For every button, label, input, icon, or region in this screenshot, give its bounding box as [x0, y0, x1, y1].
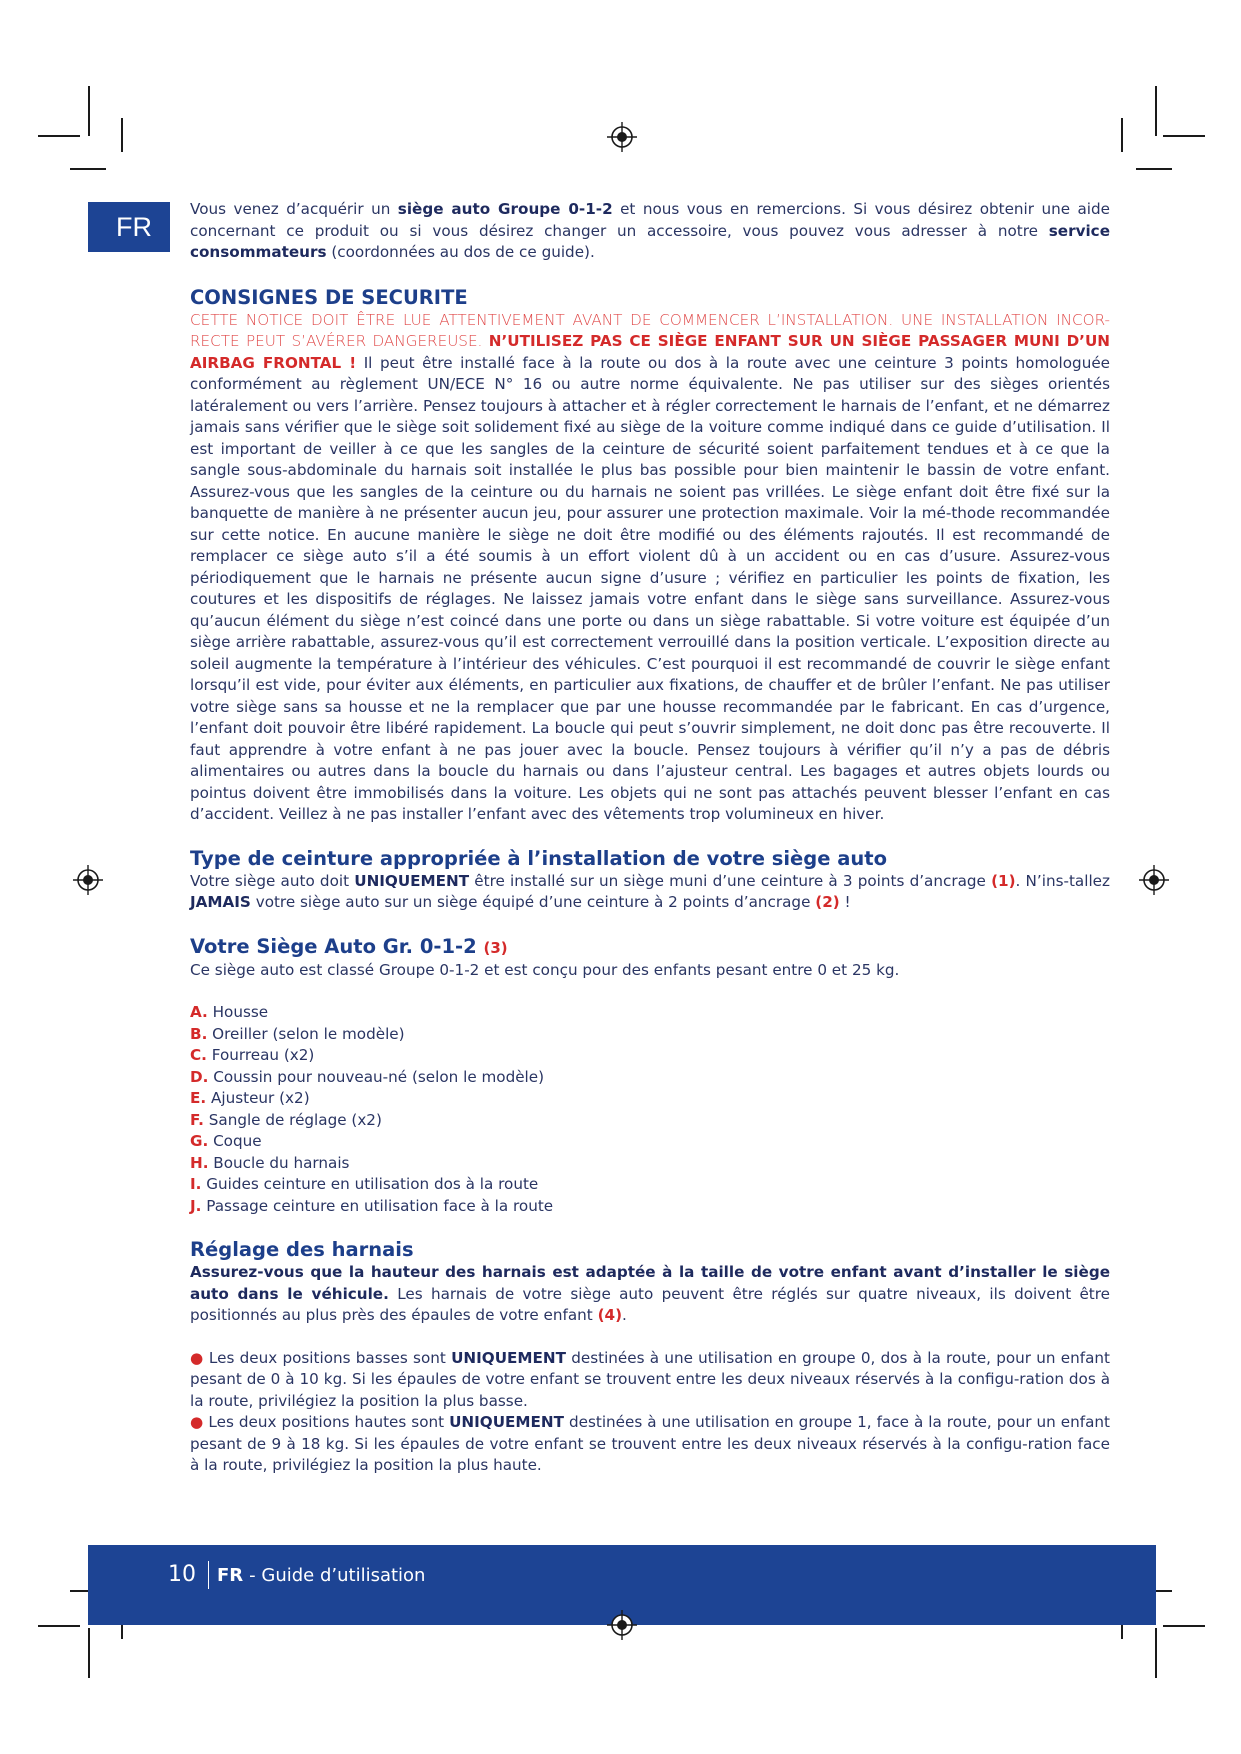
safety-warning-bold: N’UTILISEZ PAS CE SIÈGE ENFANT SUR UN SIÈGE PASSAGER MUNI D’UN AIRBAG FRONTAL !	[190, 332, 1110, 372]
seat-description: Ce siège auto est classé Groupe 0-1-2 et est conçu pour des enfants pesant entre 0 et 25 kg.	[190, 960, 900, 979]
parts-list	[190, 1002, 1110, 1217]
crop-mark	[1136, 168, 1172, 170]
registration-mark-icon	[606, 1609, 638, 1641]
harness-paragraph: Assurez-vous que la hauteur des harnais est adaptée à la taille de votre enfant avant d’installer le siège auto dans le véhicule. Les harnais de votre siège auto peuvent être réglés sur quatre niveaux, ils doivent être positionnés au plus près des épaules de votre enfant (4).	[190, 1263, 1111, 1324]
crop-mark	[70, 168, 106, 170]
belt-paragraph: Votre siège auto doit UNIQUEMENT être installé sur un siège muni d’une ceinture à 3 points d’ancrage (1). N’ins-tallez JAMAIS votre siège auto sur un siège équipé d’une ceinture à 2 points d’ancrage (2) !	[190, 871, 1110, 911]
list-item: B. Oreiller (selon le modèle)	[190, 1024, 405, 1043]
list-item: G. Coque	[190, 1132, 262, 1150]
section-title-seat: Votre Siège Auto Gr. 0-1-2 (3)	[190, 934, 508, 958]
section-title-belt: Type de ceinture appropriée à l’installation de votre siège auto	[190, 846, 887, 870]
list-item: A. Housse	[190, 1003, 269, 1021]
footer	[168, 1560, 425, 1590]
footer-language: FR	[217, 1564, 244, 1586]
harness-bullet-high: ● Les deux positions hautes sont UNIQUEMENT destinées à une utilisation en groupe 1, face à la route, pour un enfant pesant de 9 à 18 kg. Si les épaules de votre enfant se trouvent entre les deux niveaux réservés à la configu-ration face à la route, privilégiez la position la plus haute.	[190, 1413, 1110, 1474]
crop-mark	[1163, 1625, 1205, 1627]
list-item: C. Fourreau (x2)	[190, 1046, 315, 1064]
list-item: F. Sangle de réglage (x2)	[190, 1110, 382, 1129]
bullet-icon: ●	[190, 1348, 204, 1367]
crop-mark	[88, 86, 90, 136]
safety-paragraph: CETTE NOTICE DOIT ÊTRE LUE ATTENTIVEMENT AVANT DE COMMENCER L’INSTALLATION. UNE INSTALLATION INCOR-RECTE PEUT S’AVÉRER DANGEREUSE. N’UTILISEZ PAS CE SIÈGE ENFANT SUR UN SIÈGE PASSAGER MUNI D’UN AIRBAG FRONTAL ! Il peut être installé face à la route ou dos à la route avec une ceinture 3 points homologuée conformément au règlement UN/ECE N° 16 ou autre norme équivalente. Ne pas utiliser sur des sièges orientés latéralement ou vers l’arrière. Pensez toujours à attacher et à régler correctement le harnais de l’enfant, et ne démarrez jamais sans vérifier que le siège soit solidement fixé au siège de la voiture comme indiqué dans ce guide d’utilisation. Il est important de veiller à ce que les sangles de la ceinture de sécurité soient parfaitement tendues et à ce que la sangle sous-abdominale du harnais soit installée le plus bas possible pour bien maintenir le bassin de votre enfant. Assurez-vous que les sangles de la ceinture ou du harnais ne soient pas vrillées. Le siège enfant doit être fixé sur la banquette de manière à ne présenter aucun jeu, pour assurer une protection maximale. Voir la mé-thode recommandée sur cette notice. En aucune manière le siège ne doit être modifié ou des éléments rajoutés. Il est recommandé de remplacer ce siège auto s’il a été soumis à un effort violent dû à un accident ou en cas d’usure. Assurez-vous périodiquement que le harnais ne présente aucun signe d’usure ; vérifiez en particulier les points de fixation, les coutures et les dispositifs de réglages. Ne laissez jamais votre enfant dans le siège sans surveillance. Assurez-vous qu’aucun élément du siège n’est coincé dans une porte ou dans un siège rabattable. Si votre voiture est équipée d’un siège arrière rabattable, assurez-vous qu’il est correctement verrouillé dans la position verticale. L’exposition directe au soleil augmente la température à l’intérieur des véhicules. C’est pourquoi il est recommandé de couvrir le siège enfant lorsqu’il est vide, pour éviter aux éléments, en particulier aux fixations, de chauffer et de brûler l’enfant. Ne pas utiliser votre siège sans sa housse et ne la remplacer que par une housse recommandée par le fabricant. En cas d’urgence, l’enfant doit pouvoir être libéré rapidement. La boucle qui peut s’ouvrir simplement, ne doit donc pas être recouverte. Il faut apprendre à votre enfant à ne pas jouer avec la boucle. Pensez toujours à vérifier qu’il n’y a pas de débris alimentaires ou autres dans la boucle du harnais ou dans l’ajusteur central. Les bagages et autres objets lourds ou pointus doivent être immobilisés dans la voiture. Les objets qui ne sont pas attachés peuvent blesser l’enfant en cas d’accident. Veillez à ne pas installer l’enfant avec des vêtements trop volumineux en hiver.	[190, 310, 1111, 823]
language-tab: FR	[88, 202, 170, 252]
page-number: 10	[168, 1561, 209, 1589]
list-item: E. Ajusteur (x2)	[190, 1089, 310, 1107]
harness-bullet-low: ● Les deux positions basses sont UNIQUEMENT destinées à une utilisation en groupe 0, dos à la route, pour un enfant pesant de 0 à 10 kg. Si les épaules de votre enfant se trouvent entre les deux niveaux réservés à la configu-ration dos à la route, privilégiez la position la plus basse.	[190, 1348, 1110, 1410]
page-content	[190, 199, 1110, 1477]
section-title-harness: Réglage des harnais	[190, 1238, 414, 1261]
safety-warning-caps: CETTE NOTICE DOIT ÊTRE LUE ATTENTIVEMENT AVANT DE COMMENCER L’INSTALLATION. UNE INSTALLATION INCOR-RECTE PEUT S’AVÉRER DANGEREUSE.	[190, 310, 1110, 350]
crop-mark	[38, 135, 80, 137]
crop-mark	[1155, 86, 1157, 136]
registration-mark-icon	[606, 121, 638, 153]
crop-mark	[38, 1625, 80, 1627]
bullet-icon: ●	[190, 1413, 204, 1431]
crop-mark	[1163, 135, 1205, 137]
list-item: J. Passage ceinture en utilisation face à la route	[190, 1196, 554, 1215]
crop-mark	[1155, 1628, 1157, 1678]
list-item: D. Coussin pour nouveau-né (selon le modèle)	[190, 1067, 545, 1086]
intro-paragraph: Vous venez d’acquérir un siège auto Groupe 0-1-2 et nous vous en remercions. Si vous désirez obtenir une aide concernant ce produit ou si vous désirez changer un accessoire, vous pouvez vous adresser à notre service consommateurs (coordonnées au dos de ce guide).	[190, 200, 1110, 261]
section-title-safety: CONSIGNES DE SECURITE	[190, 285, 468, 309]
crop-mark	[121, 118, 123, 152]
registration-mark-icon	[1138, 864, 1170, 896]
registration-mark-icon	[72, 864, 104, 896]
list-item: I. Guides ceinture en utilisation dos à la route	[190, 1175, 539, 1193]
crop-mark	[88, 1628, 90, 1678]
footer-label: - Guide d’utilisation	[249, 1564, 426, 1586]
list-item: H. Boucle du harnais	[190, 1153, 350, 1172]
crop-mark	[1121, 118, 1123, 152]
